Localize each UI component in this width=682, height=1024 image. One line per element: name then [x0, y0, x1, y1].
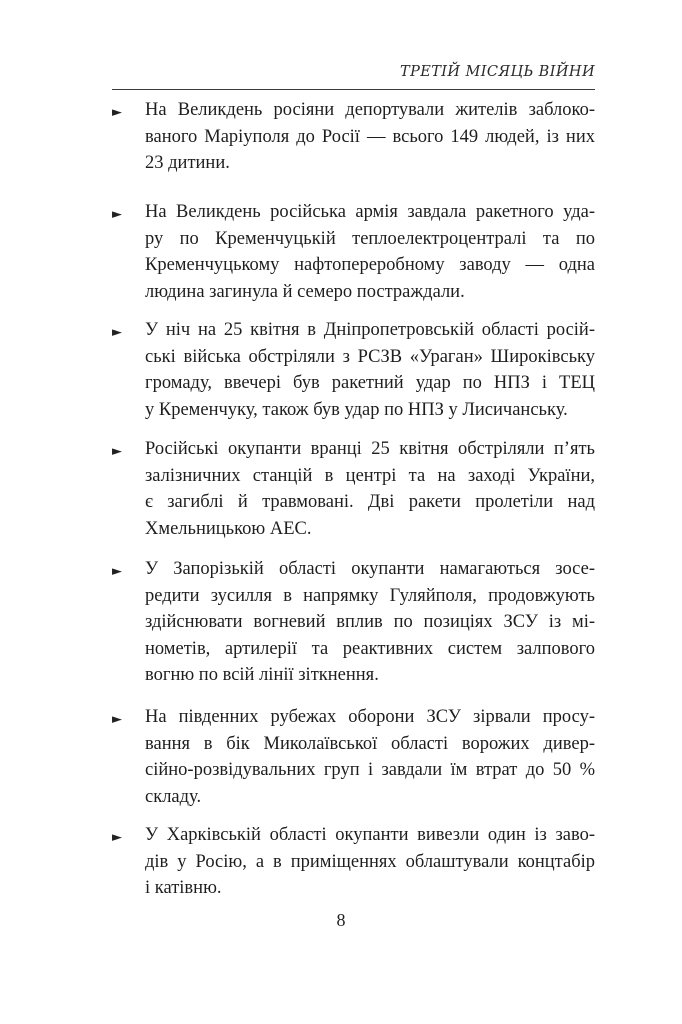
list-item-text	[145, 97, 595, 177]
text-line: сійно-розвідувальних груп і завдали їм втрат до 50 %	[145, 760, 595, 780]
page-number: 8	[336, 910, 346, 930]
text-line: Кременчуцькому нафтопереробному заводу — одна	[145, 255, 595, 275]
text-line: дів у Росію, а в приміщеннях облаштували концтабір	[145, 851, 595, 872]
text-line: Російські окупанти вранці 25 квітня обстріляли п’ять	[145, 439, 595, 459]
text-line: 23 дитини.	[145, 153, 230, 173]
running-title: ТРЕТІЙ МІСЯЦЬ ВІЙНИ	[400, 64, 595, 80]
text-line: Хмельницькою АЕС.	[145, 518, 312, 539]
bullet-icon: ►	[112, 325, 122, 340]
text-line: У Харківській області окупанти вивезли один із заво-	[145, 825, 595, 845]
text-line: ські війська обстріляли з РСЗВ «Ураган» Широківську	[145, 346, 595, 367]
text-line: складу.	[145, 786, 202, 807]
text-line: здійснювати вогневий вплив по позиціях ЗСУ із мі-	[145, 612, 595, 632]
bullet-icon: ►	[112, 207, 122, 222]
bullet-icon: ►	[112, 105, 122, 120]
bullet-icon: ►	[112, 712, 122, 727]
list-item-text	[145, 317, 595, 423]
text-line: вогню по всій лінії зіткнення.	[145, 665, 379, 685]
list-item-text	[145, 436, 595, 542]
text-line: У ніч на 25 квітня в Дніпропетровській області росій-	[145, 320, 595, 340]
text-line: людина загинула й семеро постраждали.	[145, 281, 465, 302]
text-line: є загиблі й травмовані. Дві ракети пролетіли над	[145, 492, 595, 512]
text-line: і катівню.	[145, 878, 222, 898]
bullet-icon: ►	[112, 830, 122, 845]
text-line: вання в бік Миколаївської області ворожих дивер-	[145, 733, 595, 754]
list-item-text	[145, 704, 595, 810]
bullet-icon: ►	[112, 444, 122, 459]
text-line: ру по Кременчуцькій теплоелектроцентралі та по	[145, 228, 595, 249]
list-item-text	[145, 822, 595, 902]
text-line: громаду, ввечері був ракетний удар по НПЗ і ТЕЦ	[145, 373, 595, 393]
bullet-icon: ►	[112, 564, 122, 579]
list-item-text	[145, 556, 595, 689]
text-line: редити зусилля в напрямку Гуляйполя, продовжують	[145, 585, 595, 606]
text-line: На південних рубежах оборони ЗСУ зірвали просу-	[145, 707, 595, 727]
text-line: нометів, артилерії та реактивних систем залпового	[145, 638, 595, 659]
text-line: залізничних станцій в центрі та на заході України,	[145, 465, 595, 486]
list-item-text	[145, 199, 595, 305]
text-line: у Кременчуку, також був удар по НПЗ у Лисичанську.	[145, 399, 568, 420]
header-divider	[112, 89, 595, 90]
text-line: На Великдень росіяни депортували жителів заблоко-	[145, 100, 595, 120]
text-line: ваного Маріуполя до Росії — всього 149 людей, із них	[145, 126, 595, 147]
text-line: На Великдень російська армія завдала ракетного уда-	[145, 202, 595, 222]
text-line: У Запорізькій області окупанти намагаються зосе-	[145, 559, 595, 579]
